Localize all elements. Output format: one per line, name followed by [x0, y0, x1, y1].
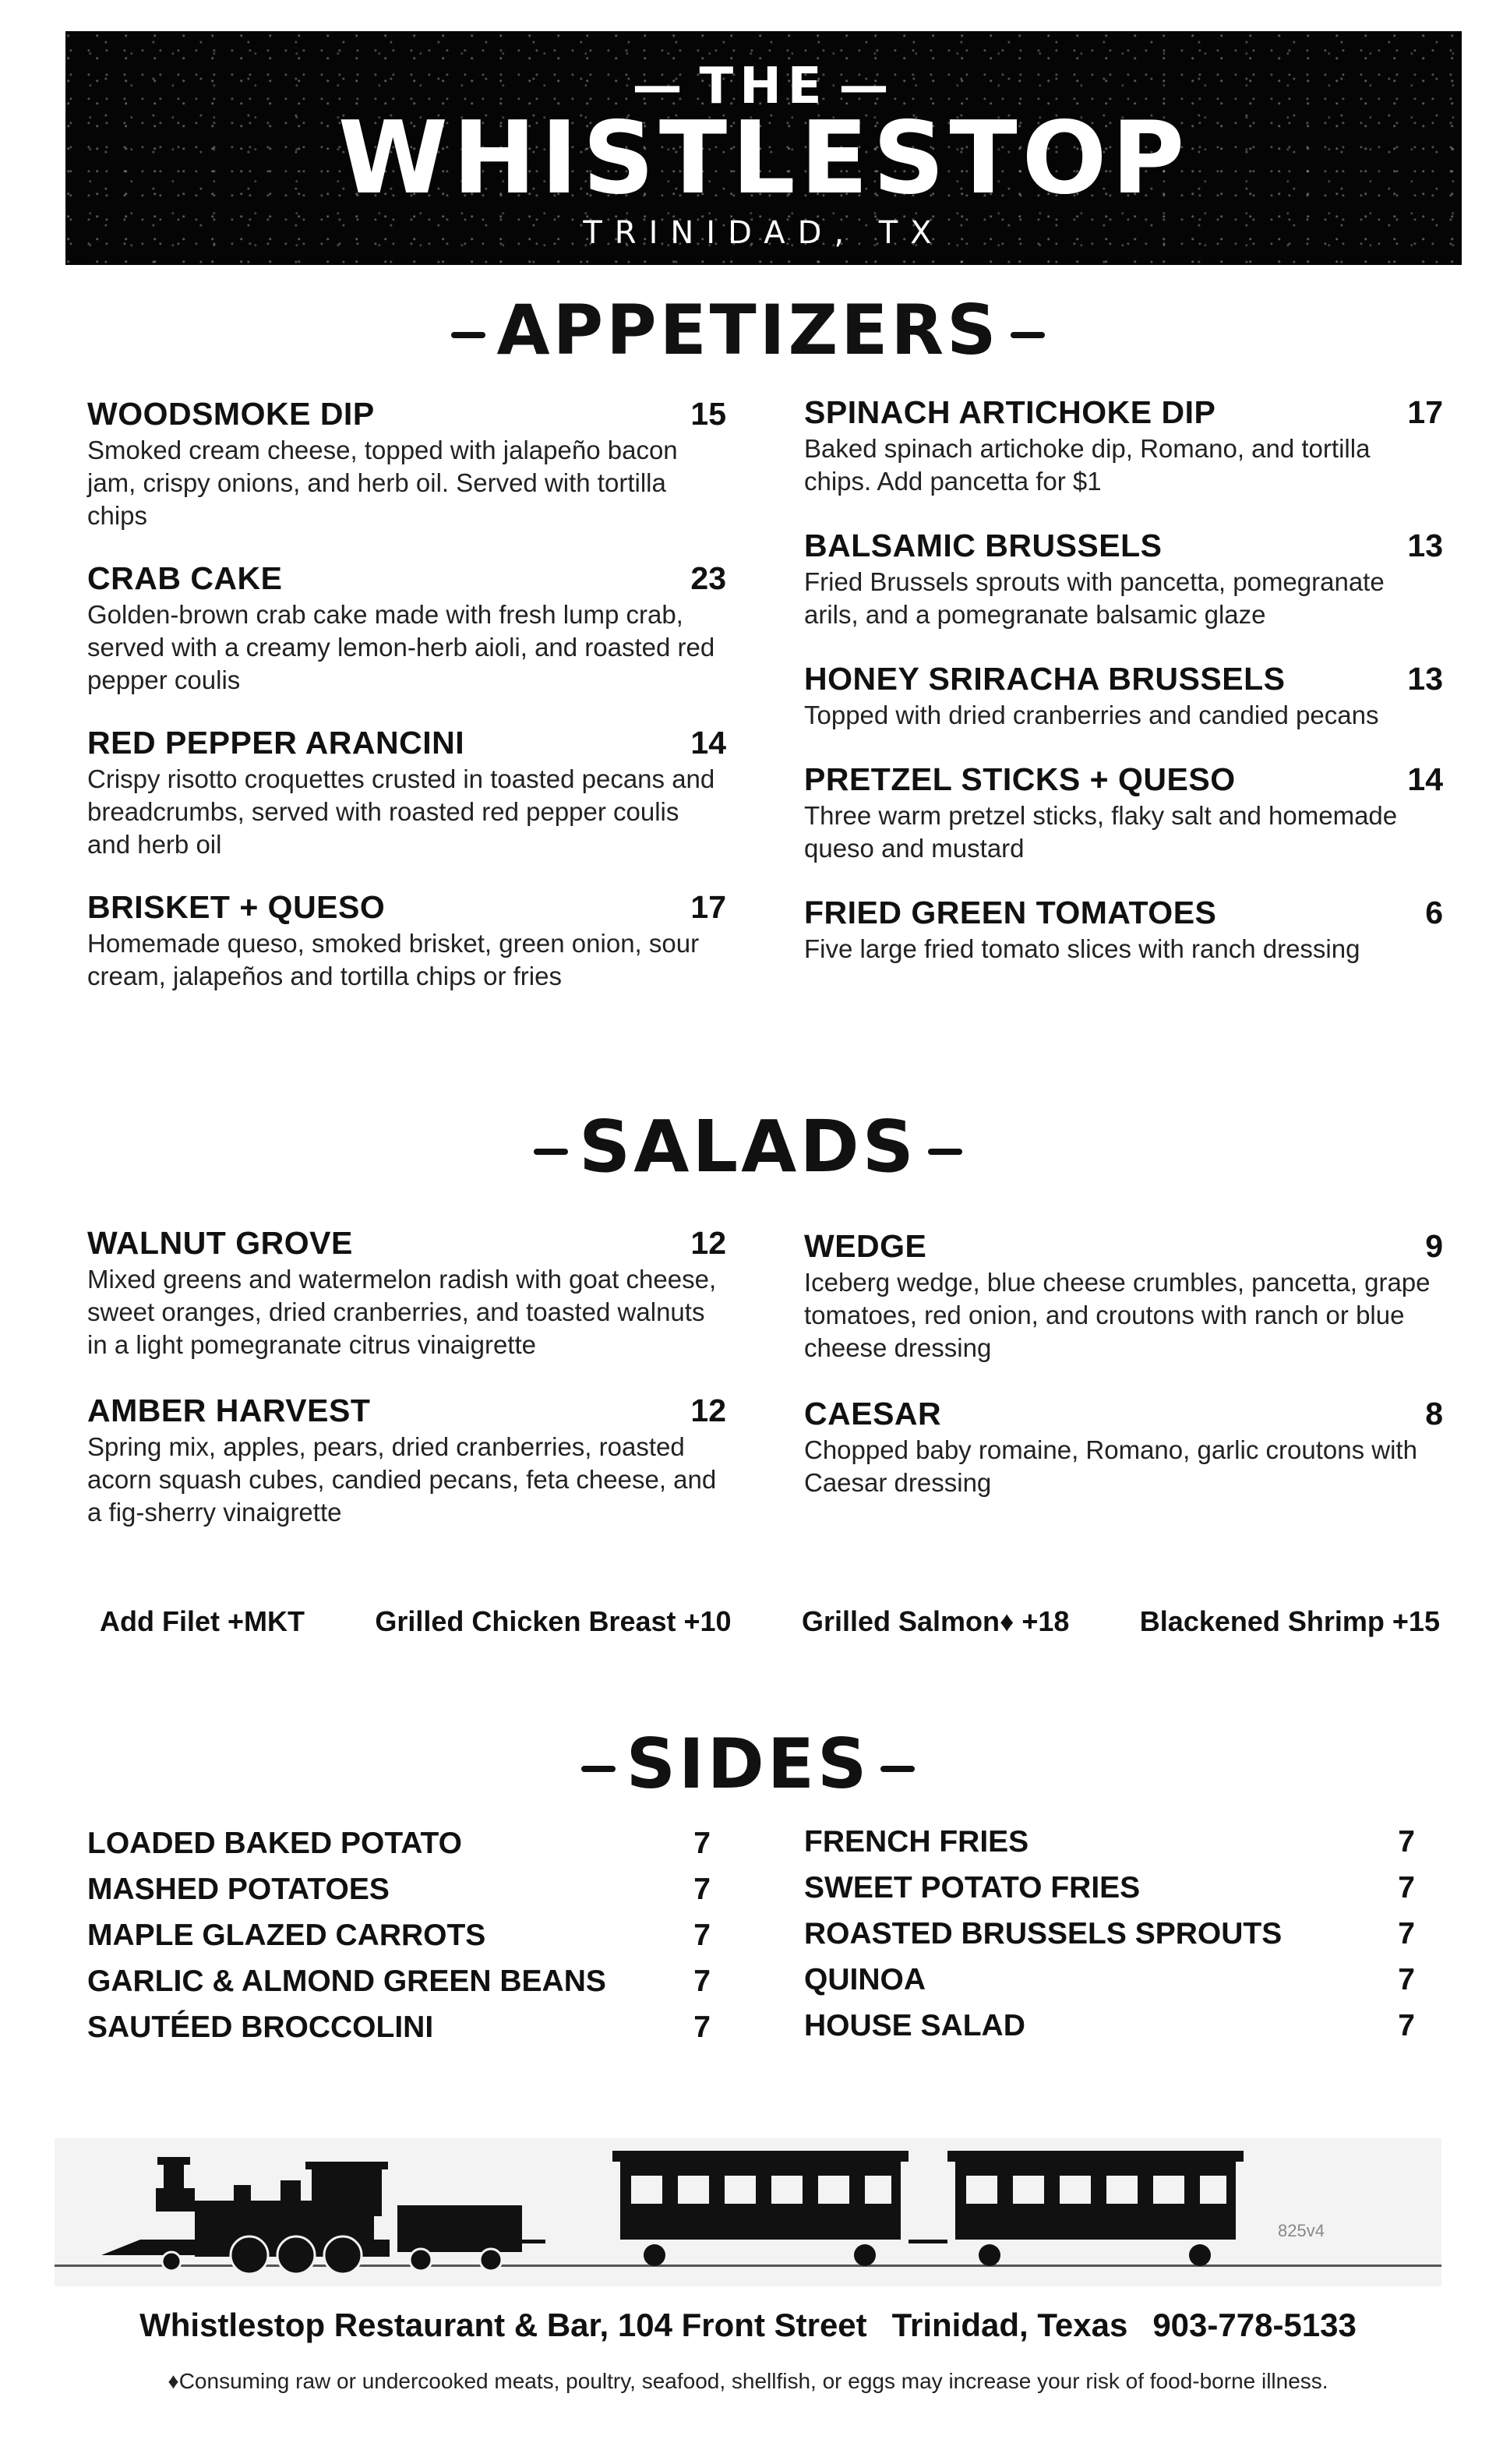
item-price: 14	[690, 725, 726, 761]
item-name: WEDGE	[804, 1228, 927, 1264]
item-price: 9	[1425, 1228, 1443, 1264]
menu-item	[804, 761, 1443, 865]
item-name: SPINACH ARTICHOKE DIP	[804, 394, 1216, 430]
header-the: — THE —	[65, 58, 1462, 115]
heading-dash-left	[581, 1766, 616, 1772]
item-price: 13	[1407, 528, 1443, 563]
item-name: WOODSMOKE DIP	[87, 396, 375, 432]
menu-item	[804, 661, 1443, 732]
item-name: HONEY SRIRACHA BRUSSELS	[804, 661, 1286, 697]
item-name: RED PEPPER ARANCINI	[87, 725, 465, 761]
salads-title: SALADS	[579, 1105, 917, 1188]
item-description: Chopped baby romaine, Romano, garlic croutons with Caesar dressing	[804, 1435, 1417, 1497]
side-price: 7	[693, 1964, 711, 1998]
side-item	[87, 1958, 711, 2004]
menu-item	[87, 889, 726, 993]
item-description: Topped with dried cranberries and candied pecans	[804, 701, 1379, 729]
side-price: 7	[693, 1872, 711, 1906]
salad-addons	[100, 1605, 1440, 1638]
side-price: 7	[1398, 1916, 1415, 1950]
side-name: SAUTÉED BROCCOLINI	[87, 2010, 434, 2044]
salads-right-column	[804, 1228, 1443, 1529]
item-price: 13	[1407, 661, 1443, 697]
restaurant-location: TRINIDAD, TX	[583, 215, 944, 251]
side-price: 7	[693, 2010, 711, 2044]
heading-dash-right	[880, 1766, 915, 1772]
appetizers-heading	[0, 290, 1496, 370]
side-name: MAPLE GLAZED CARROTS	[87, 1918, 486, 1952]
item-name: FRIED GREEN TOMATOES	[804, 895, 1217, 930]
menu-item	[87, 1225, 726, 1361]
side-price: 7	[693, 1918, 711, 1952]
side-item	[804, 2003, 1415, 2049]
item-name: WALNUT GROVE	[87, 1225, 353, 1261]
item-description: Baked spinach artichoke dip, Romano, and tortilla chips. Add pancetta for $1	[804, 434, 1371, 496]
heading-dash-left	[534, 1149, 568, 1155]
item-price: 12	[690, 1225, 726, 1261]
item-price: 6	[1425, 895, 1443, 930]
salads-heading	[0, 1105, 1496, 1188]
sides-title: SIDES	[626, 1724, 870, 1804]
item-description: Smoked cream cheese, topped with jalapeño bacon jam, crispy onions, and herb oil. Served with tortilla chips	[87, 436, 678, 530]
menu-item	[804, 394, 1443, 498]
side-price: 7	[1398, 2008, 1415, 2042]
heading-dash-left	[451, 332, 485, 338]
side-name: MASHED POTATOES	[87, 1872, 390, 1906]
item-description: Three warm pretzel sticks, flaky salt and homemade queso and mustard	[804, 801, 1398, 863]
footer-restaurant: Whistlestop Restaurant & Bar, 104 Front Street	[139, 2307, 867, 2343]
side-name: GARLIC & ALMOND GREEN BEANS	[87, 1964, 606, 1998]
side-name: HOUSE SALAD	[804, 2008, 1025, 2042]
appetizers-title: APPETIZERS	[496, 290, 1000, 370]
addon-shrimp: Blackened Shrimp +15	[1139, 1605, 1440, 1637]
item-description: Golden-brown crab cake made with fresh lump crab, served with a creamy lemon-herb aioli, and roasted red pepper coulis	[87, 600, 715, 694]
item-name: PRETZEL STICKS + QUESO	[804, 761, 1236, 797]
train-illustration	[55, 2138, 1441, 2286]
side-price: 7	[1398, 1962, 1415, 1996]
addon-filet: Add Filet +MKT	[100, 1605, 305, 1637]
menu-item	[804, 1228, 1443, 1364]
side-price: 7	[693, 1826, 711, 1860]
heading-dash-right	[1011, 332, 1045, 338]
menu-item	[804, 528, 1443, 631]
side-name: QUINOA	[804, 1962, 926, 1996]
item-description: Iceberg wedge, blue cheese crumbles, pancetta, grape tomatoes, red onion, and croutons with ranch or blue cheese dressing	[804, 1268, 1431, 1362]
item-price: 23	[690, 560, 726, 596]
item-name: BALSAMIC BRUSSELS	[804, 528, 1163, 563]
sides-right-column	[804, 1819, 1415, 2049]
item-description: Spring mix, apples, pears, dried cranberries, roasted acorn squash cubes, candied pecans, feta cheese, and a fig-sherry vinaigrette	[87, 1432, 717, 1527]
item-price: 17	[1407, 394, 1443, 430]
item-price: 14	[1407, 761, 1443, 797]
item-description: Mixed greens and watermelon radish with goat cheese, sweet oranges, dried cranberries, and toasted walnuts in a light pomegranate citrus vinaigrette	[87, 1265, 717, 1359]
side-item	[804, 1819, 1415, 1865]
restaurant-name: WHISTLESTOP	[337, 101, 1190, 217]
sides-left-column	[87, 1820, 711, 2050]
menu-item	[87, 1393, 726, 1529]
side-item	[87, 1820, 711, 1866]
appetizers-left-column	[87, 396, 726, 1022]
side-price: 7	[1398, 1870, 1415, 1904]
side-price: 7	[1398, 1824, 1415, 1859]
side-item	[87, 1866, 711, 1912]
side-item	[804, 1911, 1415, 1957]
appetizers-right-column	[804, 394, 1443, 995]
footer-phone: 903-778-5133	[1152, 2307, 1357, 2343]
item-description: Homemade queso, smoked brisket, green onion, sour cream, jalapeños and tortilla chips or fries	[87, 929, 700, 990]
side-name: ROASTED BRUSSELS SPROUTS	[804, 1916, 1283, 1950]
item-name: BRISKET + QUESO	[87, 889, 386, 925]
menu-item	[804, 1396, 1443, 1499]
menu-item	[87, 396, 726, 532]
side-item	[804, 1865, 1415, 1911]
item-price: 17	[690, 889, 726, 925]
item-description: Five large fried tomato slices with ranch dressing	[804, 934, 1360, 963]
side-item	[87, 1912, 711, 1958]
menu-item	[804, 895, 1443, 965]
item-description: Fried Brussels sprouts with pancetta, pomegranate arils, and a pomegranate balsamic glaze	[804, 567, 1385, 629]
side-name: LOADED BAKED POTATO	[87, 1826, 463, 1860]
menu-item	[87, 560, 726, 697]
health-disclaimer: ♦Consuming raw or undercooked meats, poultry, seafood, shellfish, or eggs may increase your risk of food-borne illness.	[168, 2369, 1328, 2393]
footer-address	[0, 2307, 1496, 2344]
header-banner	[65, 31, 1462, 265]
side-item	[87, 2004, 711, 2050]
train-icon	[55, 2138, 1441, 2286]
addon-chicken: Grilled Chicken Breast +10	[375, 1605, 732, 1637]
side-name: FRENCH FRIES	[804, 1824, 1029, 1859]
item-price: 12	[690, 1393, 726, 1428]
item-name: AMBER HARVEST	[87, 1393, 371, 1428]
version-code: 825v4	[1278, 2221, 1325, 2240]
heading-dash-right	[928, 1149, 962, 1155]
addon-salmon: Grilled Salmon♦ +18	[801, 1605, 1070, 1637]
footer-city: Trinidad, Texas	[891, 2307, 1128, 2343]
item-name: CRAB CAKE	[87, 560, 283, 596]
salads-left-column	[87, 1225, 726, 1559]
sides-heading	[0, 1724, 1496, 1804]
item-price: 15	[690, 396, 726, 432]
item-description: Crispy risotto croquettes crusted in toasted pecans and breadcrumbs, served with roasted red pepper coulis and herb oil	[87, 764, 715, 859]
item-price: 8	[1425, 1396, 1443, 1431]
menu-item	[87, 725, 726, 861]
side-name: SWEET POTATO FRIES	[804, 1870, 1141, 1904]
item-name: CAESAR	[804, 1396, 942, 1431]
side-item	[804, 1957, 1415, 2003]
